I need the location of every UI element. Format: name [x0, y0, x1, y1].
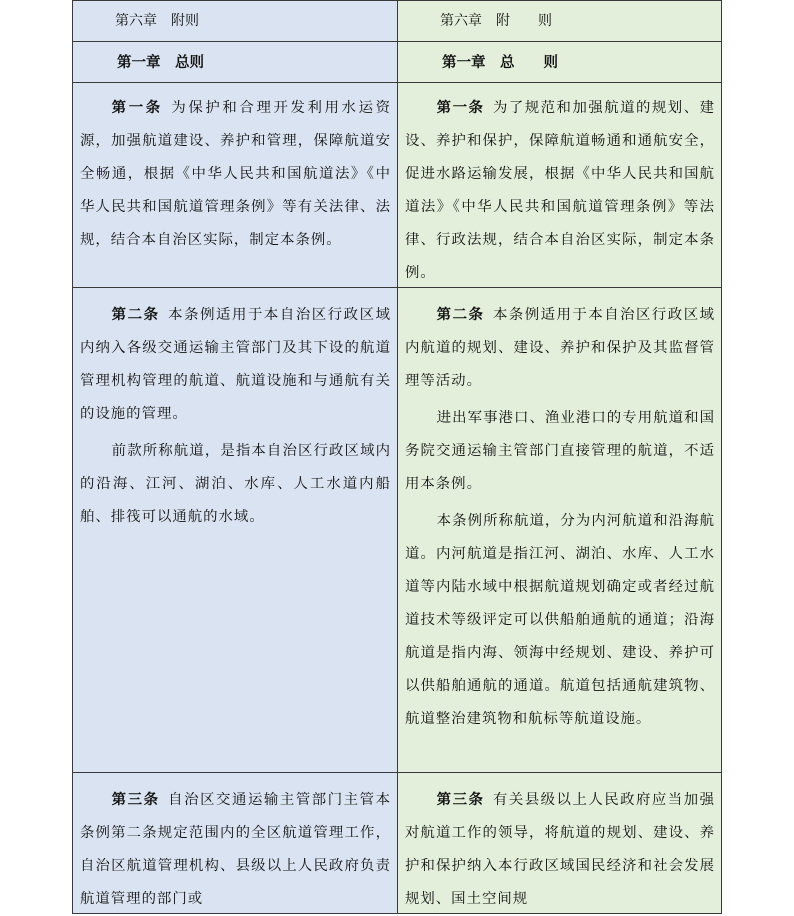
- article-number: 第二条: [111, 306, 160, 323]
- article-text: 为保护和合理开发利用水运资源，加强航道建设、养护和管理，保障航道安全畅通，根据《中华人民共和国航道法》《中华人民共和国航道管理条例》等有关法律、法规，结合本自治区实际，制定本条例。: [80, 100, 391, 248]
- article-paragraph: [405, 298, 715, 398]
- article-paragraph: [405, 783, 715, 916]
- new-chapter-title: 第一章 总 则: [397, 42, 722, 82]
- article-number: 第三条: [436, 791, 485, 808]
- comparison-table: [72, 0, 722, 914]
- article-number: 第二条: [436, 306, 485, 323]
- old-article-1: [72, 83, 397, 287]
- table-row: [72, 83, 722, 288]
- table-row: [72, 288, 722, 773]
- new-chapter-heading: 第六章 附 则: [397, 1, 722, 41]
- article-paragraph: 前款所称航道，是指本自治区行政区域内的沿海、江河、湖泊、水库、人工水道内船舶、排筏可以通航的水域。: [80, 443, 391, 525]
- article-number: 第一条: [111, 99, 163, 116]
- new-article-3: [397, 773, 722, 913]
- article-paragraph: 本条例所称航道，分为内河航道和沿海航道。内河航道是指江河、湖泊、水库、人工水道等内陆水域中根据航道规划确定或者经过航道技术等级评定可以供船舶通航的通道；沿海航道是指内海、领海中经规划、建设、养护可以供船舶通航的通道。航道包括通航建筑物、航道整治建筑物和航标等航道设施。: [405, 513, 715, 727]
- article-text: 有关县级以上人民政府应当加强对航道工作的领导，将航道的规划、建设、养护和保护纳入本行政区域国民经济和社会发展规划、国土空间规: [405, 792, 715, 907]
- old-chapter-heading: 第六章 附则: [72, 1, 397, 41]
- article-paragraph: [80, 298, 391, 431]
- new-article-1: [397, 83, 722, 287]
- article-text: 为了规范和加强航道的规划、建设、养护和保护，保障航道畅通和通航安全，促进水路运输发展，根据《中华人民共和国航道法》《中华人民共和国航道管理条例》等法律、行政法规，结合本自治区实际，制定本条例。: [405, 100, 715, 281]
- new-article-2: [397, 288, 722, 772]
- old-article-2: [72, 288, 397, 772]
- article-number: 第三条: [111, 791, 160, 808]
- article-text: 本条例适用于本自治区行政区域内纳入各级交通运输主管部门及其下设的航道管理机构管理的航道、航道设施和与通航有关的设施的管理。: [80, 307, 391, 422]
- table-row: [72, 0, 722, 42]
- article-paragraph: [405, 91, 715, 290]
- article-paragraph: [80, 783, 391, 916]
- table-row: [72, 773, 722, 914]
- article-paragraph: [80, 91, 391, 257]
- old-article-3: [72, 773, 397, 913]
- article-paragraph: 进出军事港口、渔业港口的专用航道和国务院交通运输主管部门直接管理的航道，不适用本条例。: [405, 410, 715, 492]
- table-row: [72, 42, 722, 83]
- article-text: 自治区交通运输主管部门主管本条例第二条规定范围内的全区航道管理工作，自治区航道管理机构、县级以上人民政府负责航道管理的部门或: [80, 792, 391, 907]
- article-number: 第一条: [436, 99, 485, 116]
- article-text: 本条例适用于本自治区行政区域内航道的规划、建设、养护和保护及其监督管理等活动。: [405, 307, 715, 389]
- old-chapter-title: 第一章 总则: [72, 42, 397, 82]
